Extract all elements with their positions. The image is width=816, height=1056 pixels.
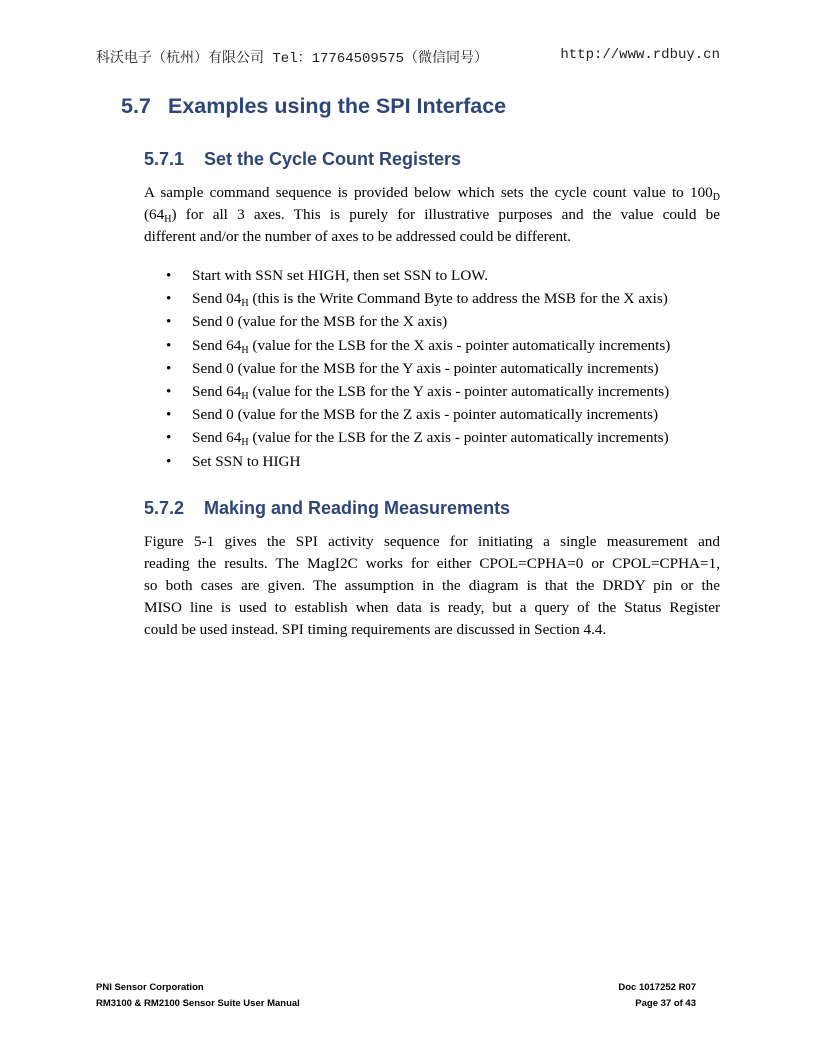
list-item bbox=[144, 450, 720, 473]
paragraph-line: MISO line is used to establish when data is ready, but a query of the Status Register bbox=[144, 599, 720, 616]
bullet-icon: • bbox=[166, 382, 172, 400]
subsection-title: Set the Cycle Count Registers bbox=[204, 149, 462, 169]
list-item bbox=[144, 380, 720, 403]
cycle-count-paragraph bbox=[144, 182, 720, 248]
text-run: (value for the LSB for the Y axis - pointer automatically increments) bbox=[248, 382, 670, 400]
list-item bbox=[144, 403, 720, 426]
subsection-title: Making and Reading Measurements bbox=[204, 498, 511, 518]
bullet-icon: • bbox=[166, 452, 172, 470]
bullet-icon: • bbox=[166, 336, 172, 354]
page-footer bbox=[96, 980, 696, 1012]
subscript: H bbox=[241, 390, 249, 402]
text-run: (64 bbox=[144, 206, 165, 223]
paragraph-line bbox=[144, 204, 720, 226]
text-run: Send 0 (value for the MSB for the X axis) bbox=[192, 313, 448, 331]
bullet-icon: • bbox=[166, 290, 172, 308]
section-title: Examples using the SPI Interface bbox=[168, 94, 507, 118]
measurements-paragraph bbox=[144, 531, 720, 641]
subscript: H bbox=[241, 344, 249, 356]
text-run: Send 0 (value for the MSB for the Y axis - pointer automatically increments) bbox=[192, 359, 659, 377]
paragraph-line: Figure 5-1 gives the SPI activity sequence for initiating a single measurement and bbox=[144, 533, 720, 550]
subsection-heading-cycle-count bbox=[144, 149, 461, 170]
text-run: (value for the LSB for the X axis - pointer automatically increments) bbox=[248, 336, 671, 354]
paragraph-line bbox=[144, 182, 720, 204]
subscript: D bbox=[712, 192, 720, 203]
subscript: H bbox=[241, 298, 249, 310]
bullet-icon: • bbox=[166, 429, 172, 447]
page-header bbox=[96, 47, 720, 69]
subscript: H bbox=[164, 214, 172, 225]
footer-manual-title: RM3100 & RM2100 Sensor Suite User Manual bbox=[96, 998, 300, 1009]
subsection-heading-measurements bbox=[144, 498, 510, 519]
paragraph-line: could be used instead. SPI timing requirements are discussed in Section 4.4. bbox=[144, 621, 607, 638]
header-url: http://www.rdbuy.cn bbox=[560, 47, 720, 63]
subscript: H bbox=[241, 437, 249, 449]
list-item bbox=[144, 287, 720, 310]
text-run: (this is the Write Command Byte to address the MSB for the X axis) bbox=[248, 290, 668, 308]
bullet-icon: • bbox=[166, 267, 172, 284]
subsection-number: 5.7.2 bbox=[144, 498, 185, 518]
paragraph-line: reading the results. The MagI2C works for either CPOL=CPHA=0 or CPOL=CPHA=1, bbox=[144, 555, 720, 572]
text-run: A sample command sequence is provided below which sets the cycle count value to 100 bbox=[144, 184, 713, 201]
list-item bbox=[144, 334, 720, 357]
footer-doc-number: Doc 1017252 R07 bbox=[618, 982, 696, 993]
text-run: Send 64 bbox=[192, 382, 242, 400]
text-run: ) for all 3 axes. This is purely for illustrative purposes and the value could be bbox=[171, 206, 720, 223]
text-run: Send 04 bbox=[192, 290, 242, 308]
text-run: (value for the LSB for the Z axis - pointer automatically increments) bbox=[248, 429, 669, 447]
paragraph-line: so both cases are given. The assumption in the diagram is that the DRDY pin or the bbox=[144, 577, 720, 594]
text-run: Start with SSN set HIGH, then set SSN to LOW. bbox=[192, 267, 489, 284]
list-item bbox=[144, 310, 720, 333]
header-company-contact: 科沃电子（杭州）有限公司 Tel：17764509575（微信同号） bbox=[96, 51, 489, 67]
subsection-number: 5.7.1 bbox=[144, 149, 185, 169]
list-item bbox=[144, 357, 720, 380]
section-heading bbox=[121, 94, 506, 119]
text-run: Send 64 bbox=[192, 336, 242, 354]
text-run: Send 0 (value for the MSB for the Z axis - pointer automatically increments) bbox=[192, 406, 659, 424]
footer-company: PNI Sensor Corporation bbox=[96, 982, 204, 993]
command-sequence-list bbox=[144, 264, 720, 473]
text-run: Send 64 bbox=[192, 429, 242, 447]
bullet-icon: • bbox=[166, 406, 172, 424]
text-run: Set SSN to HIGH bbox=[192, 452, 301, 470]
footer-page-number: Page 37 of 43 bbox=[635, 998, 696, 1009]
bullet-icon: • bbox=[166, 313, 172, 331]
paragraph-line: different and/or the number of axes to be addressed could be different. bbox=[144, 228, 572, 245]
section-number: 5.7 bbox=[121, 94, 151, 118]
list-item bbox=[144, 426, 720, 449]
list-item bbox=[144, 264, 720, 287]
bullet-icon: • bbox=[166, 359, 172, 377]
